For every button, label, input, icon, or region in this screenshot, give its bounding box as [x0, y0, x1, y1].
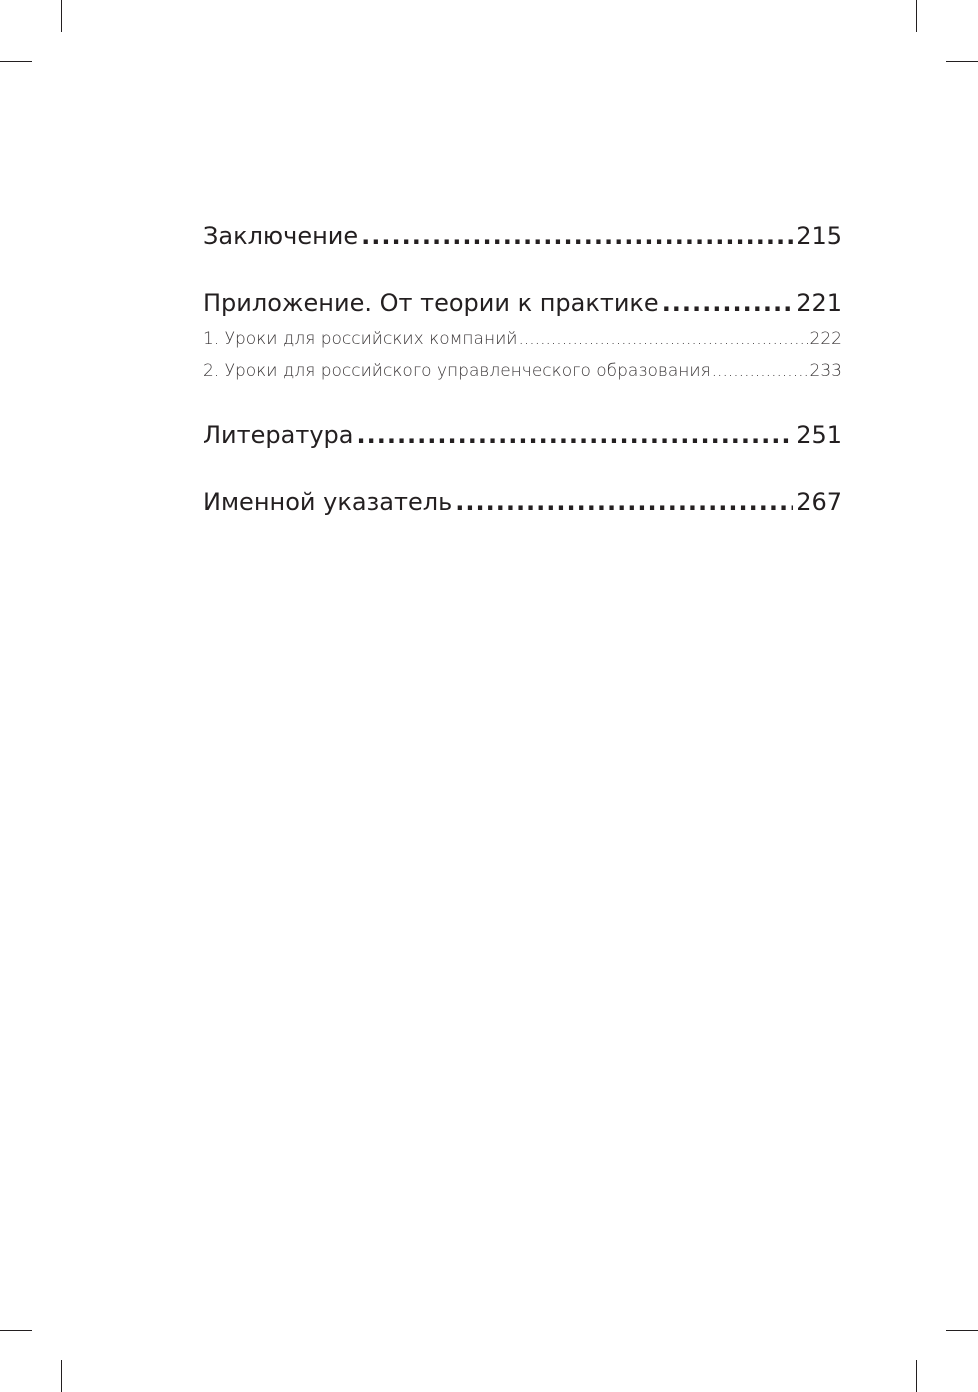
crop-mark-bottom-right-horizontal — [946, 1330, 978, 1331]
dot-leader — [356, 417, 793, 453]
dot-leader — [662, 285, 794, 321]
dot-leader — [455, 484, 793, 520]
crop-mark-bottom-right-vertical — [916, 1360, 917, 1392]
toc-entry-page: 267 — [796, 488, 842, 516]
crop-mark-top-left-vertical — [61, 0, 62, 32]
toc-subentry-lessons-education[interactable] — [203, 355, 842, 387]
crop-mark-top-left-horizontal — [0, 61, 32, 62]
toc-entry-page: 233 — [809, 361, 842, 381]
table-of-contents — [203, 218, 842, 520]
toc-entry-literature[interactable] — [203, 417, 842, 453]
toc-entry-title: Именной указатель — [203, 488, 453, 516]
toc-subentry-lessons-companies[interactable] — [203, 323, 842, 355]
crop-mark-top-right-horizontal — [946, 61, 978, 62]
toc-entry-title: 1. Уроки для российских компаний — [203, 329, 518, 349]
toc-entry-name-index[interactable] — [203, 484, 842, 520]
toc-entry-page: 215 — [796, 222, 842, 250]
toc-entry-title: Приложение. От теории к практике — [203, 289, 659, 317]
toc-entry-title: Заключение — [203, 222, 359, 250]
crop-mark-bottom-left-vertical — [61, 1360, 62, 1392]
toc-entry-page: 251 — [796, 421, 842, 449]
toc-entry-page: 222 — [809, 329, 842, 349]
toc-entry-conclusion[interactable] — [203, 218, 842, 254]
toc-entry-title: 2. Уроки для российского управленческого образования — [203, 361, 711, 381]
dot-leader — [518, 323, 808, 355]
dot-leader — [712, 355, 809, 387]
toc-entry-title: Литература — [203, 421, 354, 449]
crop-mark-bottom-left-horizontal — [0, 1330, 32, 1331]
crop-mark-top-right-vertical — [916, 0, 917, 32]
dot-leader — [361, 218, 793, 254]
toc-entry-appendix[interactable] — [203, 285, 842, 321]
toc-entry-page: 221 — [796, 289, 842, 317]
